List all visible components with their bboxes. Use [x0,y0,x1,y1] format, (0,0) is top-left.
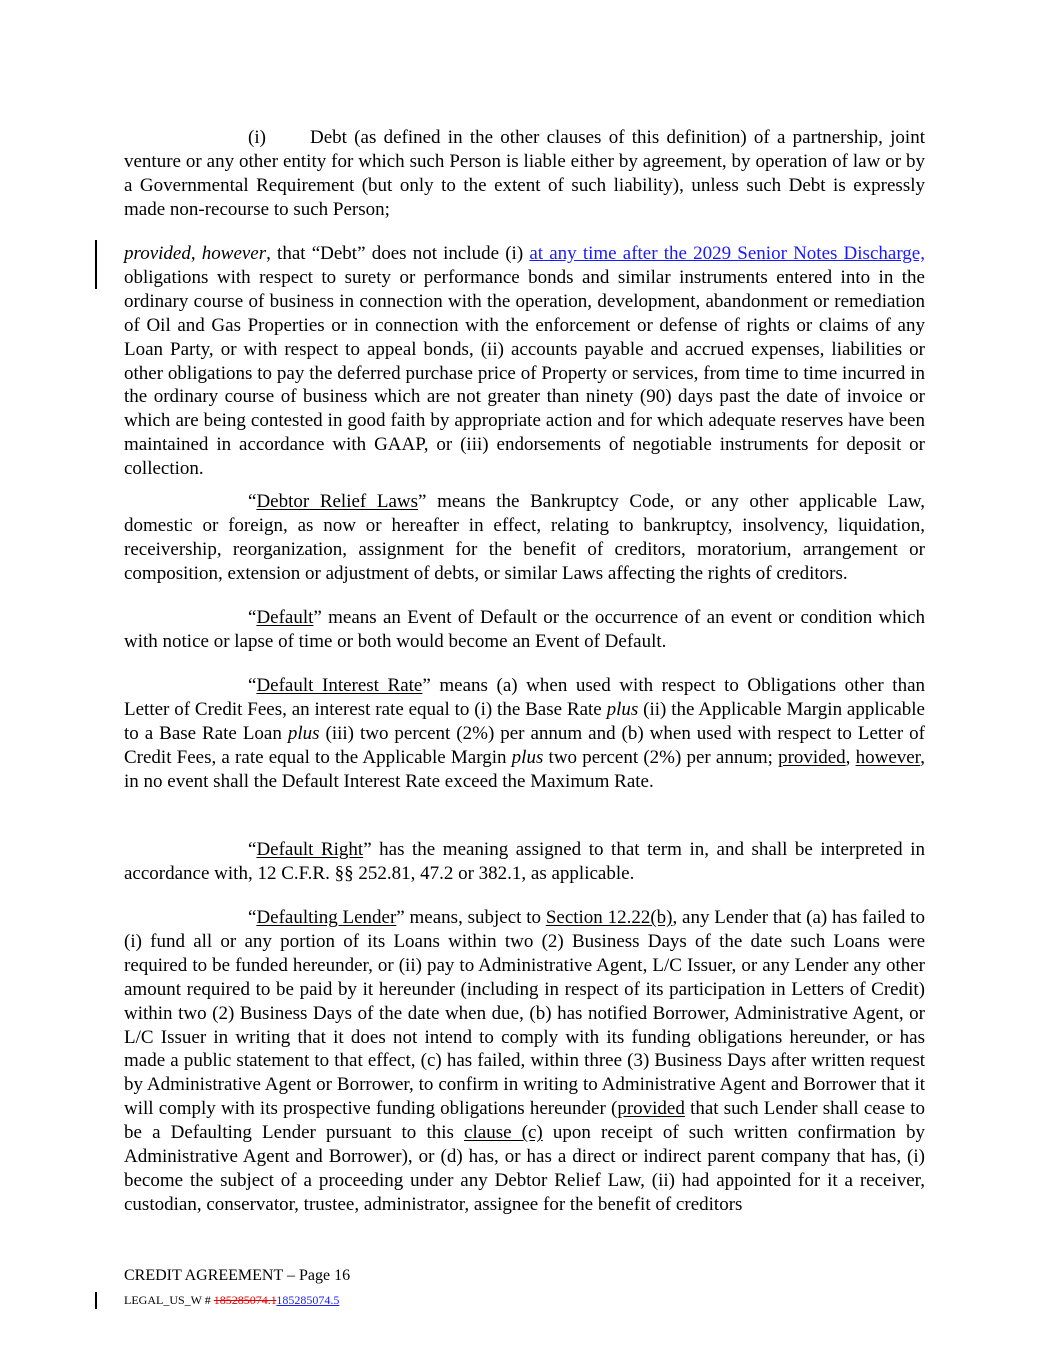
defined-term: Defaulting Lender [256,907,397,928]
open-quote: “ [248,491,257,512]
defined-term: Default Right [256,839,364,860]
definition-text-e: , in no event shall the Default Interest Rate exceed the Maximum Rate. [124,746,925,792]
inserted-doc-number: 185285074.5 [276,1293,340,1307]
definition-debtor-relief-laws [124,490,925,586]
proviso-provided: provided [124,243,191,264]
definition-text-c: that such Lender shall cease to be a Defaulting Lender pursuant to this [124,1098,925,1144]
revision-change-bar-footer [95,1292,97,1309]
definition-text: ” means the Bankruptcy Code, or any other applicable Law, domestic or foreign, as now or hereafter in effect, relating to bankruptcy, insolvency, liquidation, receivership, reorganization, assignment for the benefit of creditors, moratorium, arrangement or composition, extension or adjustment of debts, or similar Laws affecting the rights of creditors. [124,491,925,584]
definition-text-a: ” means (a) when used with respect to Obligations other than Letter of Credit Fees, an interest rate equal to (i) the Base Rate [124,675,926,720]
definition-text-d: upon receipt of such written confirmation by Administrative Agent and Borrower), or (d) has, or has a direct or indirect parent company that has, (i) become the subject of a proceeding under any Debtor Relief Law, (ii) had appointed for it a receiver, custodian, conservator, trustee, administrator, assignee for the benefit of creditors [124,1122,925,1215]
definition-text-d: two percent (2%) per annum; [543,746,779,768]
proviso-text-a: , that “Debt” does not include (i) [266,243,530,264]
proviso-comma: , [190,243,202,264]
clause-reference: clause (c) [464,1122,543,1144]
definition-default-right [124,838,925,886]
footer-id-prefix: LEGAL_US_W # [124,1293,214,1307]
clause-i-text: Debt (as defined in the other clauses of this definition) of a partnership, joint venture or any other entity for which such Person is liable either by agreement, by operation of law or by a Governmental Requirement (but only to the extent of such liability), unless such Debt is expressly made non-recourse to such Person; [124,127,925,220]
open-quote: “ [248,907,257,928]
proviso-paragraph [124,242,925,481]
footer-page-title: CREDIT AGREEMENT – Page 16 [124,1267,351,1284]
revision-change-bar [95,240,97,289]
plus-italic: plus [606,698,639,720]
defined-term: Default [256,607,314,628]
definition-text: ” has the meaning assigned to that term in, and shall be interpreted in accordance with, 12 C.F.R. §§ 252.81, 47.2 or 382.1, as applicable. [124,839,926,884]
plus-italic: plus [511,746,544,768]
definition-text-a: ” means, subject to [396,907,546,928]
provided-underlined: provided [617,1098,685,1120]
defined-term: Debtor Relief Laws [256,491,419,512]
open-quote: “ [248,675,257,696]
defined-term: Default Interest Rate [256,675,423,696]
clause-i-paragraph [124,126,925,222]
section-reference: Section 12.22(b) [545,907,673,928]
footer-document-id [124,1292,339,1308]
definition-default [124,606,925,654]
comma: , [845,746,856,768]
plus-italic: plus [287,722,320,744]
inserted-text: at any time after the 2029 Senior Notes Discharge, [529,243,925,264]
definition-defaulting-lender [124,906,925,1217]
open-quote: “ [248,839,257,860]
definition-text: ” means an Event of Default or the occurrence of an event or condition which with notice or lapse of time or both would become an Event of Default. [124,607,925,652]
definition-text-c: (iii) two percent (2%) per annum and (b) when used with respect to Letter of Credit Fees, a rate equal to the Applicable Margin [124,722,925,768]
deleted-doc-number: 185285074.1 [213,1293,277,1307]
however-underlined: however [855,746,921,768]
proviso-however: however [201,243,267,264]
clause-i-label: (i) [248,127,266,148]
provided-underlined: provided [778,746,846,768]
definition-default-interest-rate [124,674,925,794]
definition-text-b: , any Lender that (a) has failed to (i) fund all or any portion of its Loans within two (2) Business Days of the date such Loans were required to be funded hereunder, or (ii) pay to Administrative Agent, L/C Issuer, or any Lender any other amount required to be paid by it hereunder (including in respect of its participation in Letters of Credit) within two (2) Business Days of the date when due, (b) has notified Borrower, Administrative Agent, or L/C Issuer in writing that it does not intend to comply with its funding obligations hereunder, or has made a public statement to that effect, (c) has failed, within three (3) Business Days after written request by Administrative Agent or Borrower, to confirm in writing to Administrative Agent and Borrower that it will comply with its prospective funding obligations hereunder ( [124,907,926,1120]
proviso-text-b: obligations with respect to surety or performance bonds and similar instruments entered into in the ordinary course of business in connection with the operation, development, abandonment or remediation of Oil and Gas Properties or in connection with the enforcement or defense of rights or claims of any Loan Party, or with respect to appeal bonds, (ii) accounts payable and accrued expenses, liabilities or other obligations to pay the deferred purchase price of Property or services, from time to time incurred in the ordinary course of business which are not greater than ninety (90) days past the date of invoice or which are being contested in good faith by appropriate action and for which adequate reserves have been maintained in accordance with GAAP, or (iii) endorsements of negotiable instruments for deposit or collection. [124,266,925,480]
definition-text-b: (ii) the Applicable Margin applicable to a Base Rate Loan [124,698,925,744]
open-quote: “ [248,607,257,628]
